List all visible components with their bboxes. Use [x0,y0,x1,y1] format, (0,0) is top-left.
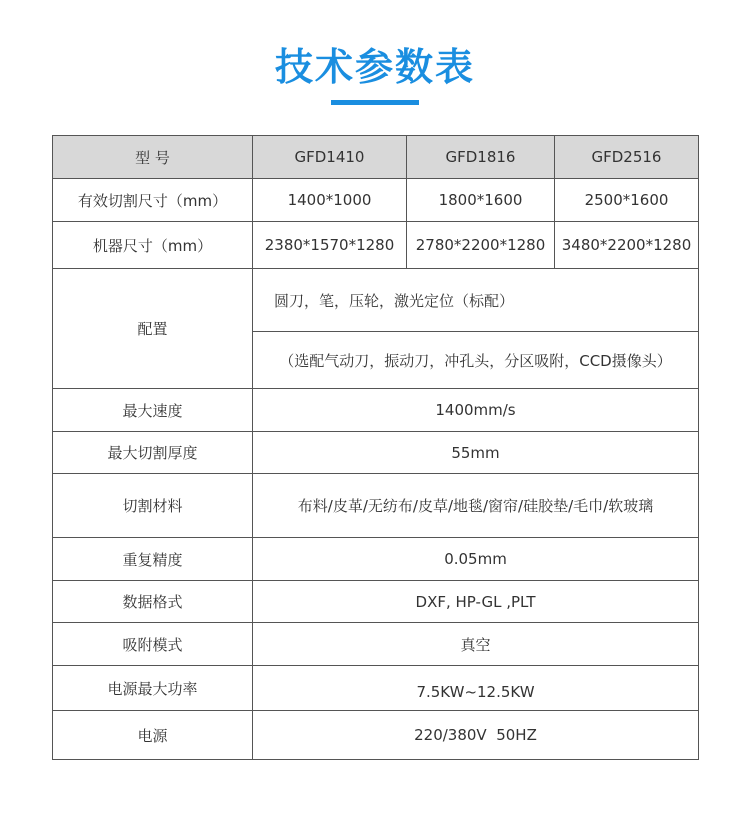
table-row [53,666,699,711]
row-label: 最大切割厚度 [53,432,253,474]
row-label: 数据格式 [53,581,253,623]
row-label: 电源 [53,711,253,760]
row-label: 有效切割尺寸（mm） [53,179,253,222]
row-label: 电源最大功率 [53,666,253,711]
cell-value: 0.05mm [253,538,699,581]
row-label: 重复精度 [53,538,253,581]
cell-value: 1400*1000 [253,179,407,222]
table-row [53,222,699,269]
row-label: 切割材料 [53,474,253,538]
table-row [53,432,699,474]
cell-value: 布料/皮革/无纺布/皮草/地毯/窗帘/硅胶垫/毛巾/软玻璃 [253,474,699,538]
table-row [53,538,699,581]
cell-value: 1400mm/s [253,389,699,432]
page-title: 技术参数表 [274,45,475,89]
cell-value: 真空 [253,623,699,666]
table-row [53,179,699,222]
cell-value: 2380*1570*1280 [253,222,407,269]
spec-table [52,135,699,760]
cell-value: 220/380V 50HZ [253,711,699,760]
cell-value: 7.5KW~12.5KW [253,666,699,711]
config-standard: 圆刀，笔，压轮，激光定位（标配） [253,269,699,332]
cell-value: 1800*1600 [407,179,555,222]
row-label: 配置 [53,269,253,389]
row-label: 机器尺寸（mm） [53,222,253,269]
cell-value: 2500*1600 [555,179,699,222]
cell-value: 55mm [253,432,699,474]
table-row [53,474,699,538]
title-underline [331,100,419,105]
table-row [53,623,699,666]
config-optional: （选配气动刀，振动刀，冲孔头，分区吸附，CCD摄像头） [253,332,699,389]
table-row [53,389,699,432]
cell-value: 2780*2200*1280 [407,222,555,269]
table-row [53,269,699,332]
row-label: 吸附模式 [53,623,253,666]
cell-value: 3480*2200*1280 [555,222,699,269]
header-gfd2516: GFD2516 [555,136,699,179]
table-header-row [53,136,699,179]
header-gfd1816: GFD1816 [407,136,555,179]
cell-value: DXF, HP-GL ,PLT [253,581,699,623]
header-gfd1410: GFD1410 [253,136,407,179]
header-model: 型 号 [53,136,253,179]
table-row [53,711,699,760]
row-label: 最大速度 [53,389,253,432]
table-row [53,581,699,623]
